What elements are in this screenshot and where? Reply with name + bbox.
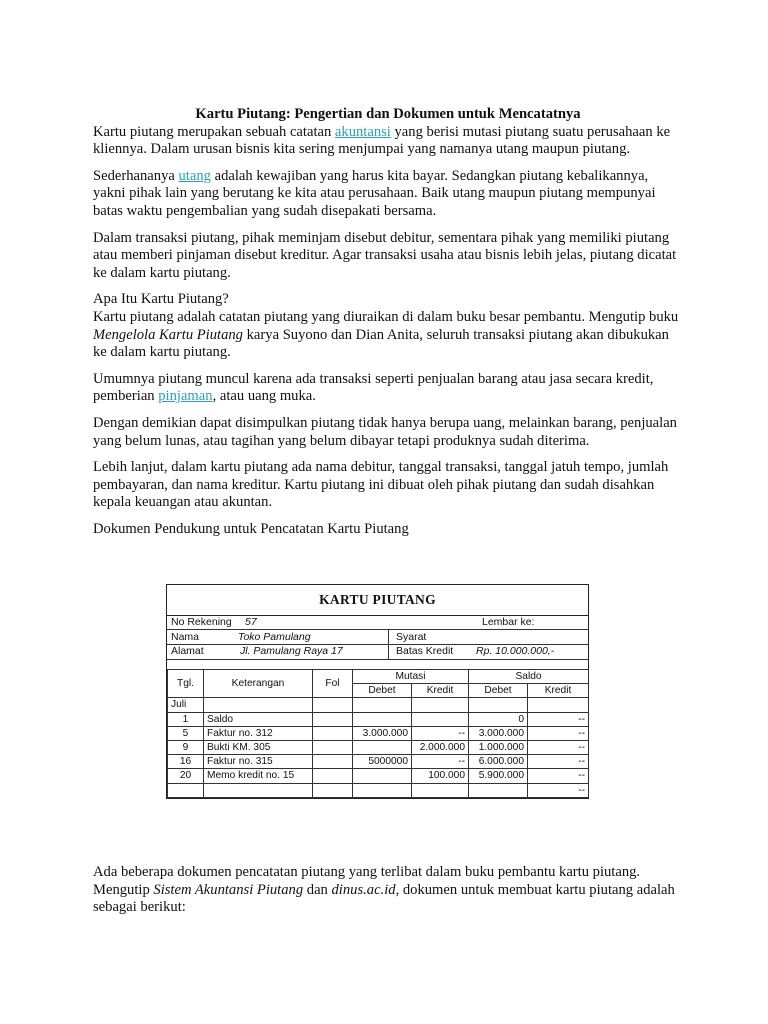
paragraph-2 [93, 168, 683, 221]
cell-saldo-debet: 3.000.000 [469, 726, 528, 740]
cell-saldo-kredit: -- [528, 783, 589, 797]
cell-mutasi-debet [353, 698, 412, 712]
cell-tgl: 16 [168, 755, 204, 769]
cell-fol [313, 769, 353, 783]
text: Kartu piutang adalah catatan piutang yang diuraikan di dalam buku besar pembantu. Mengutip buku [93, 308, 679, 325]
cell-mutasi-kredit: -- [412, 726, 469, 740]
cell-mutasi-kredit: 2.000.000 [412, 740, 469, 754]
col-saldo-kredit: Kredit [528, 684, 589, 698]
paragraph-8: Ada beberapa dokumen pencatatan piutang yang terlibat dalam buku pembantu kartu piutang. [93, 864, 641, 880]
cell-fol [313, 698, 353, 712]
paragraph-9 [93, 882, 683, 917]
col-mutasi-debet: Debet [353, 684, 412, 698]
text: Mengutip [93, 881, 154, 898]
cell-keterangan: Memo kredit no. 15 [204, 769, 313, 783]
paragraph-3: Dalam transaksi piutang, pihak meminjam disebut debitur, sementara pihak yang memiliki piutang atau memberi pinjaman disebut kreditur. Agar transaksi usaha atau bisnis lebih jelas, piutang dicatat ke dalam kartu piutang. [93, 229, 677, 281]
cell-saldo-debet [469, 698, 528, 712]
nama-label: Nama [171, 631, 200, 643]
cell-tgl: 1 [168, 712, 204, 726]
cell-mutasi-debet: 3.000.000 [353, 726, 412, 740]
alamat-label: Alamat [171, 645, 204, 657]
alamat-value: Jl. Pamulang Raya 17 [240, 645, 343, 657]
divider [167, 659, 588, 660]
link-akuntansi[interactable]: akuntansi [334, 123, 391, 140]
text: yang berisi mutasi piutang suatu perusahaan ke kliennya. Dalam urusan bisnis kita sering menjumpai yang namanya utang maupun piutang. [93, 123, 671, 158]
text: , dokumen untuk membuat kartu piutang adalah sebagai berikut: [93, 881, 675, 916]
source-title: Sistem Akuntansi Piutang [153, 881, 304, 898]
source-site: dinus.ac.id [331, 881, 396, 898]
table-row [168, 755, 589, 769]
table-row [168, 740, 589, 754]
batas-kredit-label: Batas Kredit [396, 645, 454, 657]
cell-mutasi-debet: 5000000 [353, 755, 412, 769]
table-row [168, 698, 589, 712]
cell-saldo-kredit: -- [528, 769, 589, 783]
cell-saldo-debet: 6.000.000 [469, 755, 528, 769]
cell-mutasi-debet [353, 712, 412, 726]
cell-saldo-kredit: -- [528, 740, 589, 754]
cell-mutasi-kredit: -- [412, 755, 469, 769]
cell-fol [313, 783, 353, 797]
cell-keterangan: Faktur no. 315 [204, 755, 313, 769]
no-rekening-value: 57 [245, 616, 257, 628]
kartu-piutang-card [166, 584, 589, 799]
paragraph-7: Lebih lanjut, dalam kartu piutang ada nama debitur, tanggal transaksi, tanggal jatuh tempo, jumlah pembayaran, dan nama kreditur. Kartu piutang ini dibuat oleh pihak piutang dan sudah disahkan kepala keuangan atau akuntan. [93, 459, 669, 511]
cell-mutasi-debet [353, 769, 412, 783]
cell-tgl [168, 783, 204, 797]
cell-keterangan [204, 698, 313, 712]
cell-fol [313, 740, 353, 754]
cell-tgl: Juli [168, 698, 204, 712]
text: , atau uang muka. [212, 388, 316, 405]
article-body-continued [93, 864, 683, 926]
col-keterangan: Keterangan [204, 670, 313, 698]
cell-saldo-debet: 1.000.000 [469, 740, 528, 754]
cell-keterangan [204, 783, 313, 797]
cell-saldo-kredit: -- [528, 755, 589, 769]
cell-saldo-kredit [528, 698, 589, 712]
cell-mutasi-kredit [412, 698, 469, 712]
paragraph-5 [93, 371, 683, 406]
link-utang[interactable]: utang [178, 167, 211, 184]
no-rekening-label: No Rekening [171, 616, 232, 628]
col-tgl: Tgl. [168, 670, 204, 698]
divider [167, 629, 588, 630]
cell-mutasi-debet [353, 740, 412, 754]
section-heading-dokumen: Dokumen Pendukung untuk Pencatatan Kartu Piutang [93, 520, 409, 537]
article-body [93, 106, 683, 538]
cell-saldo-kredit: -- [528, 712, 589, 726]
paragraph-6: Dengan demikian dapat disimpulkan piutang tidak hanya berupa uang, melainkan barang, penjualan yang belum lunas, atau tagihan yang belum dibayar tetapi produknya sudah diterima. [93, 414, 677, 449]
paragraph-4 [93, 309, 683, 362]
card-title: KARTU PIUTANG [167, 585, 588, 616]
table-row [168, 783, 589, 797]
text: karya Suyono dan Dian Anita, seluruh transaksi piutang akan dibukukan ke dalam kartu piutang. [93, 326, 669, 361]
cell-mutasi-kredit [412, 712, 469, 726]
text: dan [303, 881, 332, 898]
col-fol: Fol [313, 670, 353, 698]
header-row [168, 670, 589, 684]
paragraph-1 [93, 124, 683, 159]
cell-saldo-kredit: -- [528, 726, 589, 740]
cell-saldo-debet: 5.900.000 [469, 769, 528, 783]
kartu-piutang-image [93, 565, 676, 810]
text: Sederhananya [93, 167, 179, 184]
col-saldo: Saldo [469, 670, 589, 684]
text: Kartu piutang merupakan sebuah catatan [93, 123, 335, 140]
cell-tgl: 9 [168, 740, 204, 754]
page-title: Kartu Piutang: Pengertian dan Dokumen untuk Mencatatnya [195, 106, 581, 122]
ledger-table [167, 669, 589, 798]
cell-tgl: 20 [168, 769, 204, 783]
text: adalah kewajiban yang harus kita bayar. Sedangkan piutang kebalikannya, yakni pihak lain yang berutang ke kita atau perusahaan. Baik utang maupun piutang mempunyai batas waktu pengembalian yang sudah disepakati bersama. [93, 167, 656, 219]
batas-kredit-value: Rp. 10.000.000,- [476, 645, 555, 657]
book-title: Mengelola Kartu Piutang [93, 326, 243, 343]
cell-saldo-debet: 0 [469, 712, 528, 726]
col-mutasi: Mutasi [353, 670, 469, 684]
cell-keterangan: Saldo [204, 712, 313, 726]
table-row [168, 712, 589, 726]
cell-keterangan: Bukti KM. 305 [204, 740, 313, 754]
cell-keterangan: Faktur no. 312 [204, 726, 313, 740]
col-mutasi-kredit: Kredit [412, 684, 469, 698]
cell-mutasi-kredit: 100.000 [412, 769, 469, 783]
cell-tgl: 5 [168, 726, 204, 740]
cell-mutasi-debet [353, 783, 412, 797]
syarat-label: Syarat [396, 631, 427, 643]
lembar-label: Lembar ke: [482, 616, 535, 628]
nama-value: Toko Pamulang [238, 631, 311, 643]
cell-fol [313, 726, 353, 740]
cell-fol [313, 755, 353, 769]
link-pinjaman[interactable]: pinjaman [158, 388, 213, 405]
cell-fol [313, 712, 353, 726]
cell-saldo-debet [469, 783, 528, 797]
section-heading-apa-itu: Apa Itu Kartu Piutang? [93, 291, 229, 308]
table-row [168, 769, 589, 783]
text: Umumnya piutang muncul karena ada transaksi seperti penjualan barang atau jasa secara kredit, pemberian [93, 370, 654, 405]
divider [388, 629, 389, 659]
table-row [168, 726, 589, 740]
cell-mutasi-kredit [412, 783, 469, 797]
col-saldo-debet: Debet [469, 684, 528, 698]
